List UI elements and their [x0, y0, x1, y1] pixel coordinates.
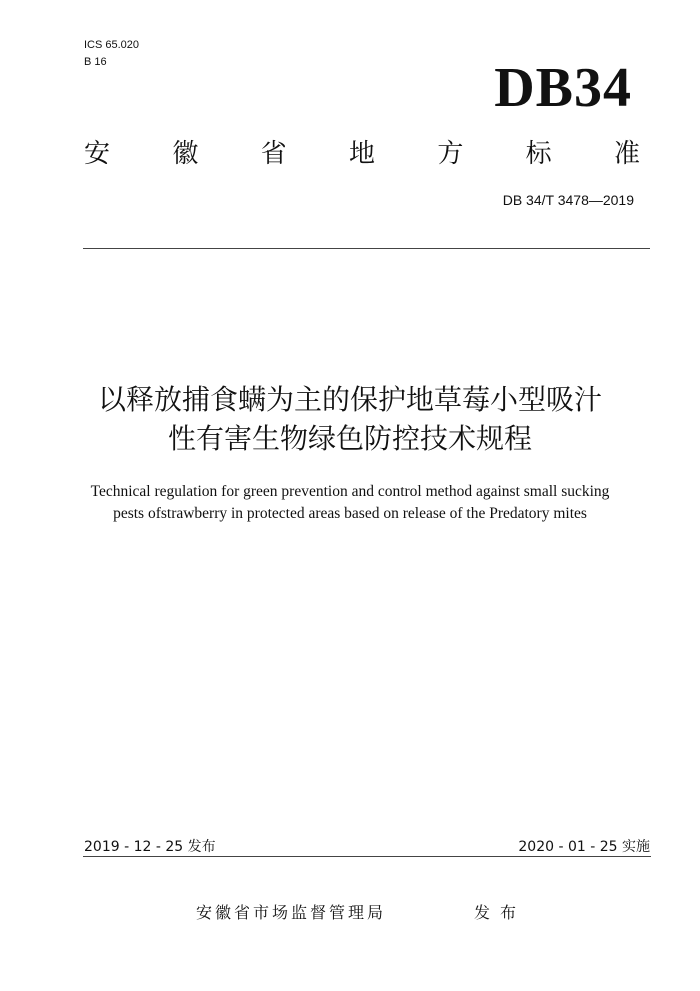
ccs-code: B 16	[84, 56, 107, 68]
english-title-line-1: Technical regulation for green prevention and control method against small sucking	[90, 483, 610, 500]
issue-label: 发布	[474, 903, 527, 922]
standard-type-char: 准	[613, 139, 640, 169]
standard-type-char: 标	[525, 139, 552, 169]
footer-divider	[83, 856, 651, 857]
chinese-title-line-2: 性有害生物绿色防控技术规程	[167, 422, 532, 455]
issue-date: 2019 - 12 - 25 发布	[84, 839, 216, 855]
classification-codes	[84, 37, 139, 71]
header-divider	[83, 248, 650, 249]
db34-logo: DB34	[494, 57, 632, 119]
chinese-title-line-1: 以释放捕食螨为主的保护地草莓小型吸汁	[97, 383, 602, 416]
standard-type-char: 徽	[172, 139, 199, 169]
implement-date: 2020 - 01 - 25 实施	[518, 839, 650, 855]
standard-number: DB 34/T 3478—2019	[502, 192, 634, 208]
standard-type-title	[84, 136, 640, 172]
standard-type-char: 安	[84, 139, 111, 169]
standard-type-char: 地	[348, 139, 375, 169]
english-title-line-2: pests ofstrawberry in protected areas based on release of the Predatory mites	[113, 505, 587, 522]
standard-type-char: 省	[260, 139, 287, 169]
standard-type-char: 方	[437, 139, 464, 169]
ics-code: ICS 65.020	[84, 39, 140, 51]
issuing-authority: 安徽省市场监督管理局	[196, 903, 387, 922]
